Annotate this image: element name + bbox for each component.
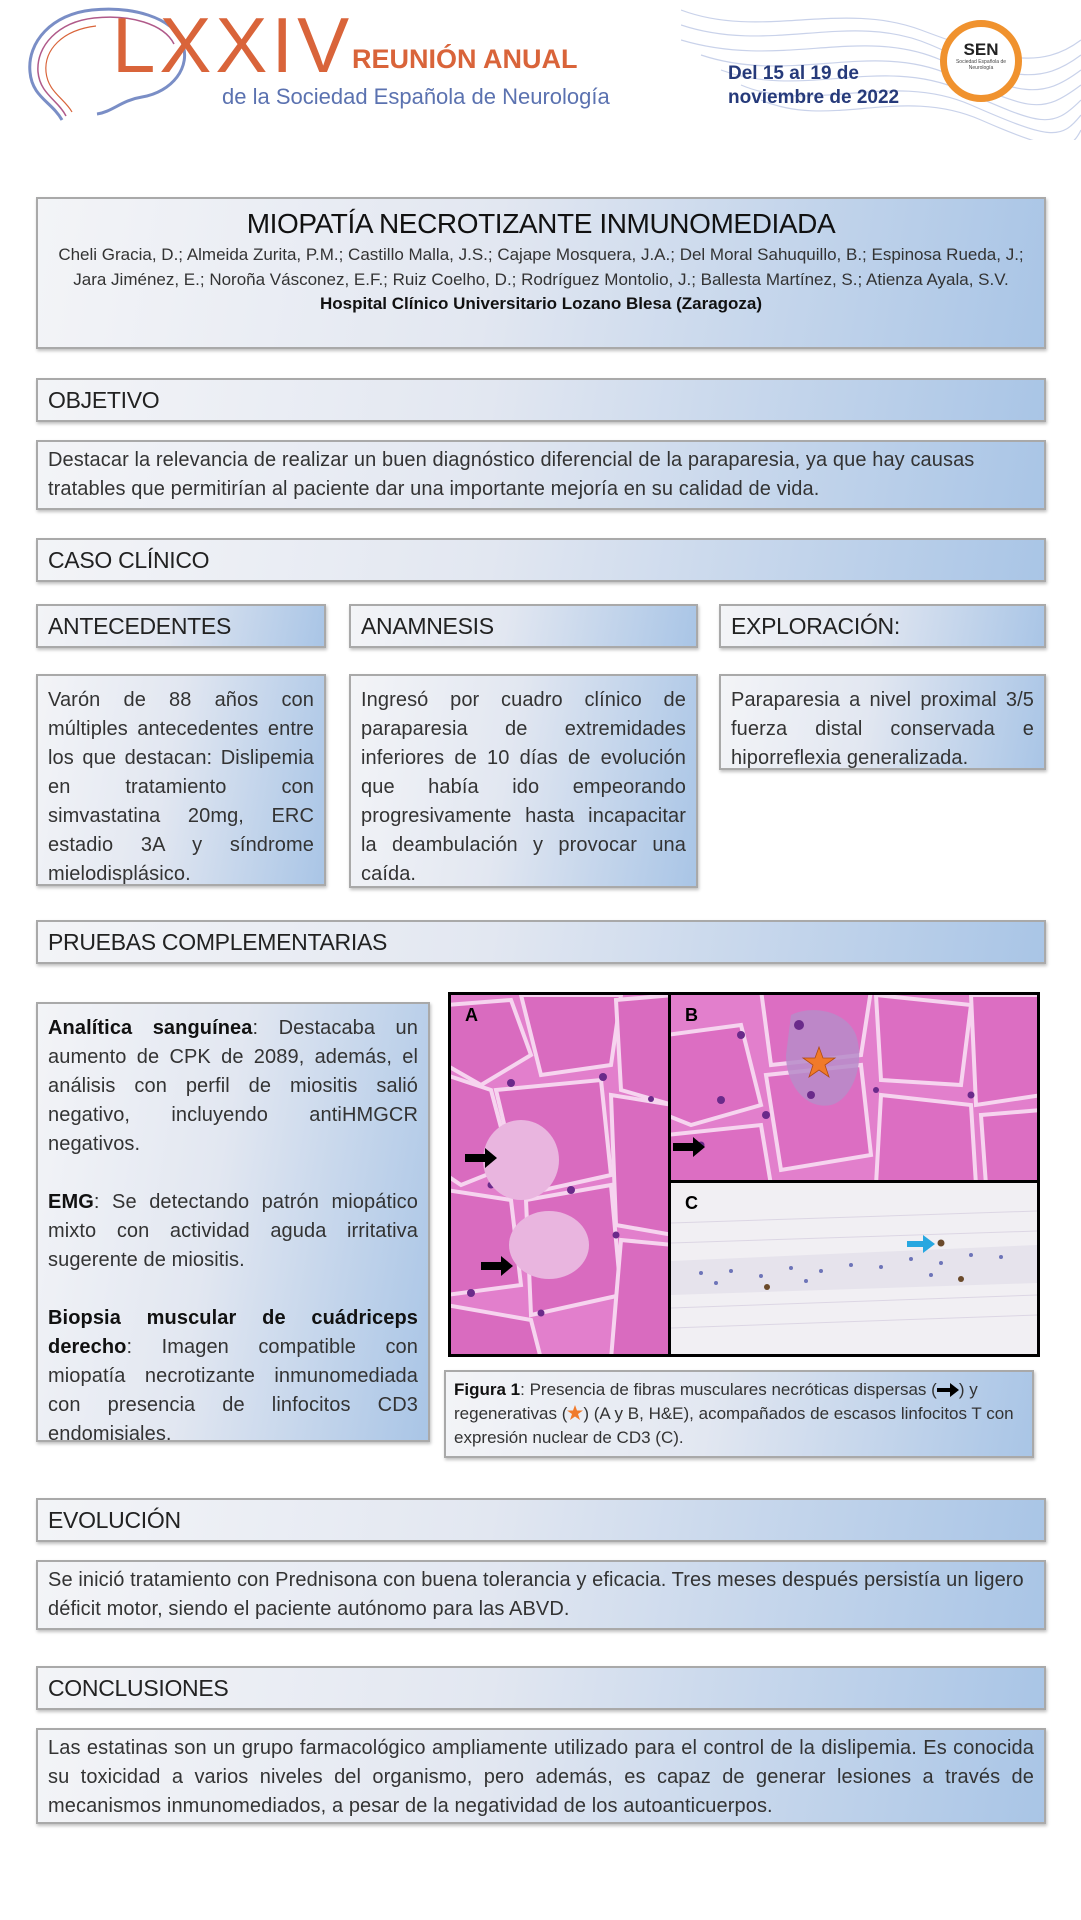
conclusiones-text-box [36, 1728, 1046, 1824]
analitica-text: : Destacaba un aumento de CPK de 2089, además, el análisis con perfil de miositis salió negativo, incluyendo antiHMGCR negativos. [48, 1017, 418, 1155]
poster-header [0, 0, 1081, 150]
pruebas-text-box [36, 1002, 430, 1445]
sen-logo-subtext: Sociedad Española de Neurología [955, 59, 1007, 71]
emg-text: : Se detectando patrón miopático mixto con actividad aguda irritativa sugerente de miositis. [48, 1191, 418, 1271]
poster-title: MIOPATÍA NECROTIZANTE INMUNOMEDIADA [246, 208, 836, 239]
exploracion-text: Paraparesia a nivel proximal 3/5 fuerza distal conservada e hiporreflexia generalizada. [731, 689, 1034, 769]
caption-label: Figura 1 [454, 1380, 521, 1399]
antecedentes-heading-box [36, 604, 326, 648]
dates-line-1: Del 15 al 19 de [728, 63, 859, 84]
antecedentes-heading: ANTECEDENTES [48, 613, 231, 639]
evolucion-heading-box [36, 1498, 1046, 1542]
evolucion-text-box [36, 1560, 1046, 1630]
objetivo-heading-box [36, 378, 1046, 422]
anamnesis-heading-box [349, 604, 698, 648]
caption-part-3: ) (A y B, H&E), acompañados de escasos linfocitos T con expresión nuclear de CD3 (C). [454, 1404, 1014, 1447]
emg-label: EMG [48, 1191, 94, 1213]
figure-caption-box [444, 1370, 1034, 1458]
caso-clinico-heading: CASO CLÍNICO [48, 547, 210, 573]
society-name: de la Sociedad Española de Neurología [222, 84, 610, 109]
panel-c-image [671, 1183, 1037, 1354]
panel-c-label: C [685, 1193, 698, 1213]
black-arrow-icon [937, 1383, 959, 1397]
dates-line-2: noviembre de 2022 [728, 87, 900, 108]
exploracion-heading-box [719, 604, 1046, 648]
biopsia-paragraph [48, 1304, 418, 1449]
antecedentes-text-box [36, 674, 326, 886]
caso-clinico-heading-box [36, 538, 1046, 582]
orange-star-icon [567, 1405, 583, 1421]
exploracion-heading: EXPLORACIÓN: [731, 613, 900, 639]
anamnesis-text-box [349, 674, 698, 888]
panel-b-graphic [671, 995, 1037, 1180]
evolucion-text: Se inició tratamiento con Prednisona con buena tolerancia y eficacia. Tres meses después persistía un ligero déficit motor, siendo el paciente autónomo para las ABVD. [48, 1569, 1024, 1620]
sen-logo [940, 20, 1022, 102]
panel-a-image [451, 995, 668, 1354]
authors-list: Cheli Gracia, D.; Almeida Zurita, P.M.; Castillo Malla, J.S.; Cajape Mosquera, J.A.; Del Moral Sahuquillo, B.; Espinosa Rueda, J.; Jara Jiménez, E.; Noroña Vásconez, E.F.; Ruiz Coelho, D.; Rodríguez Montolio, J.; Ballesta Martínez, S.; Atienza Ayala, S.V. [58, 245, 1024, 289]
conclusiones-text: Las estatinas son un grupo farmacológico ampliamente utilizado para el control de la dislipemia. Es conocida su toxicidad a varios niveles del organismo, pero además, es capaz de generar lesiones a través de mecanismos inmunomediados, a pesar de la negatividad de los autoanticuerpos. [48, 1737, 1034, 1817]
panel-c-graphic [671, 1183, 1037, 1354]
caption-part-2: ) y regenerativas ( [454, 1380, 978, 1423]
title-box [36, 197, 1046, 349]
panel-a-label: A [465, 1005, 478, 1025]
histology-figure [448, 992, 1040, 1357]
emg-paragraph [48, 1188, 418, 1275]
objetivo-text: Destacar la relevancia de realizar un buen diagnóstico diferencial de la paraparesia, ya que hay causas tratables que permitirían al paciente dar una importante mejoría en su calidad de vida. [48, 449, 975, 500]
analitica-paragraph [48, 1014, 418, 1159]
pruebas-heading-box [36, 920, 1046, 964]
sen-logo-text: SEN [963, 40, 999, 59]
pruebas-heading: PRUEBAS COMPLEMENTARIAS [48, 929, 388, 955]
anamnesis-text: Ingresó por cuadro clínico de paraparesia de extremidades inferiores de 10 días de evolución que había ido empeorando progresivamente hasta incapacitar la deambulación y provocar una caída. [361, 689, 686, 885]
panel-a-graphic [451, 995, 668, 1354]
conclusiones-heading-box [36, 1666, 1046, 1710]
edition-roman-numeral: LXXIV [112, 1, 354, 89]
objetivo-heading: OBJETIVO [48, 387, 160, 413]
analitica-label: Analítica sanguínea [48, 1017, 253, 1039]
panel-b-image [671, 995, 1037, 1180]
pruebas-text [38, 1004, 428, 1459]
antecedentes-text: Varón de 88 años con múltiples antecedentes entre los que destacan: Dislipemia en tratamiento con simvastatina 20mg, ERC estadio 3A y síndrome mielodisplásico. [48, 689, 314, 885]
biopsia-label: Biopsia muscular de cuádriceps derecho [48, 1307, 418, 1358]
figure-caption [446, 1372, 1032, 1456]
meeting-dates [728, 62, 899, 110]
hospital-affiliation: Hospital Clínico Universitario Lozano Blesa (Zaragoza) [319, 294, 763, 313]
conclusiones-heading: CONCLUSIONES [48, 1675, 229, 1701]
exploracion-text-box [719, 674, 1046, 770]
anamnesis-heading: ANAMNESIS [361, 613, 494, 639]
meeting-name: REUNIÓN ANUAL [352, 44, 578, 74]
evolucion-heading: EVOLUCIÓN [48, 1507, 181, 1533]
biopsia-text: : Imagen compatible con miopatía necrotizante inmunomediada con presencia de linfocitos CD3 endomisiales. [48, 1336, 418, 1445]
panel-b-label: B [685, 1005, 698, 1025]
caption-part-1: : Presencia de fibras musculares necróticas dispersas ( [520, 1380, 937, 1399]
objetivo-text-box [36, 440, 1046, 510]
